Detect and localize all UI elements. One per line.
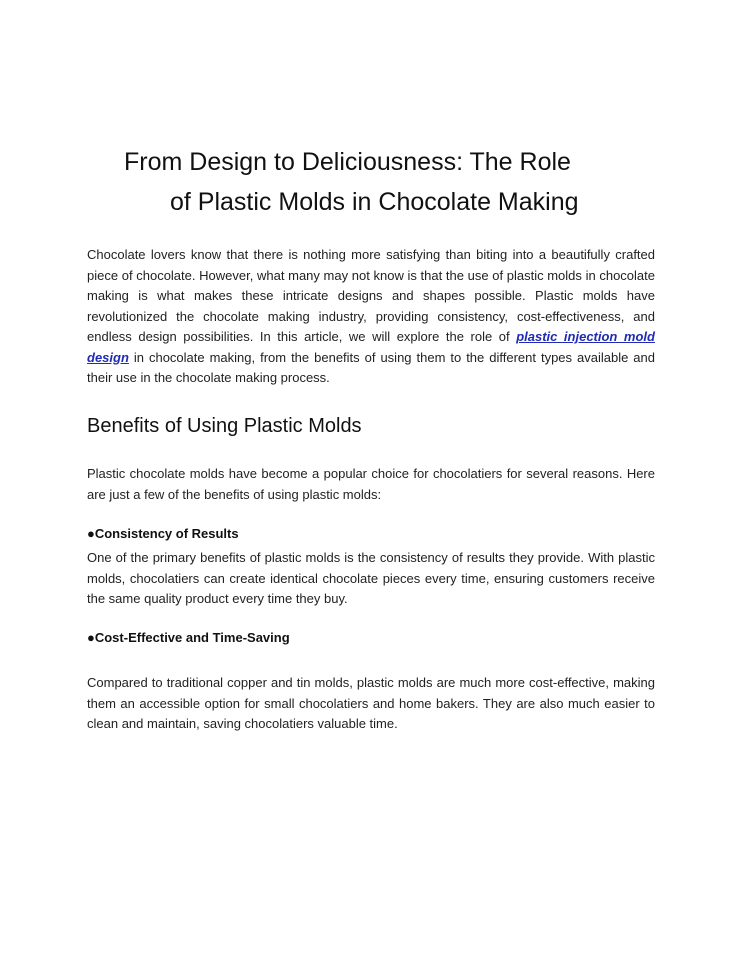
design-link[interactable]: design — [87, 349, 129, 365]
title-line-2: of Plastic Molds in Chocolate Making — [170, 188, 579, 216]
intro-text-start: Chocolate lovers know that there is nothing more satisfying than biting into a beautifully crafted piece of chocolate. However, what many may not know is that the use of plastic molds in chocolate making is what makes these intricate designs and shapes possible. Plastic molds have revolutionized the chocolate making industry, providing consistency, cost-effectiveness, and endless design possibilities. In this article, we will explore the role of — [87, 247, 655, 344]
bullet-heading-consistency: ●Consistency of Results — [87, 526, 239, 541]
consistency-paragraph: One of the primary benefits of plastic molds is the consistency of results they provide. With plastic molds, chocolatiers can create identical chocolate pieces every time, ensuring customers receive the same quality product every time they buy. — [87, 550, 655, 606]
cost-effective-paragraph: Compared to traditional copper and tin molds, plastic molds are much more cost-effective, making them an accessible option for small chocolatiers and home bakers. They are also much easier to clean and maintain, saving chocolatiers valuable time. — [87, 675, 655, 731]
title-line-1: From Design to Deliciousness: The Role — [124, 148, 571, 176]
benefits-intro-paragraph: Plastic chocolate molds have become a popular choice for chocolatiers for several reasons. Here are just a few of the benefits of using plastic molds: — [87, 466, 655, 502]
section-heading-benefits: Benefits of Using Plastic Molds — [87, 415, 362, 437]
page-title — [0, 142, 741, 222]
plastic-injection-mold-link[interactable]: plastic injection mold — [516, 329, 655, 344]
bullet-heading-cost-effective: ●Cost-Effective and Time-Saving — [87, 630, 290, 645]
intro-text-end: in chocolate making, from the benefits of using them to the different types available and their use in the chocolate making process. — [87, 349, 655, 385]
intro-paragraph — [87, 245, 655, 389]
